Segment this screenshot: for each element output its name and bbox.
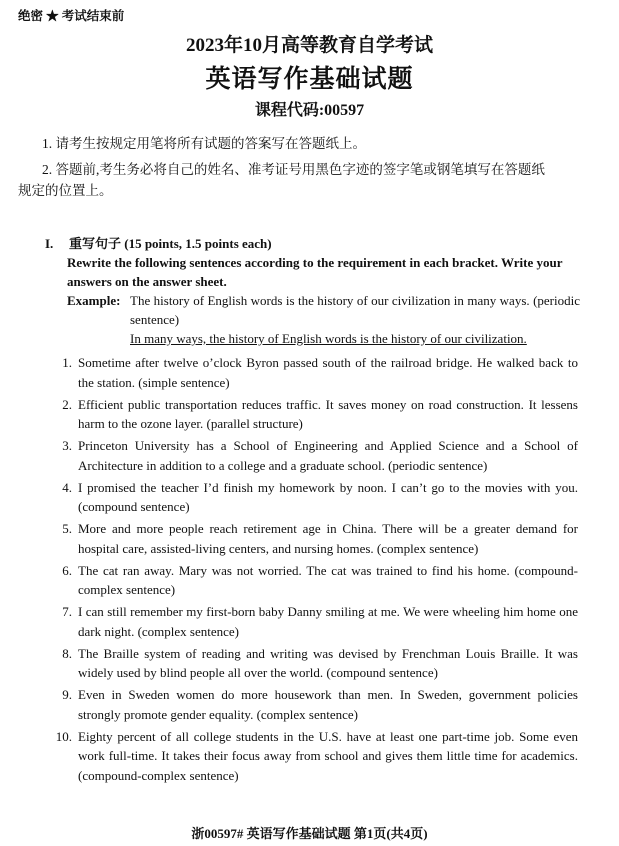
subject-title: 英语写作基础试题 <box>205 66 414 93</box>
item-text: I can still remember my first-born baby Danny smiling at me. We were wheeling him home one dark night. (complex sentence) <box>78 604 578 639</box>
list-item <box>30 727 578 786</box>
list-item <box>30 436 578 475</box>
section-heading-text: 重写句子 (15 points, 1.5 points each) <box>69 236 272 251</box>
item-text: Sometime after twelve o’clock Byron passed south of the railroad bridge. He walked back to the station. (simple sentence) <box>78 355 578 390</box>
item-text: The Braille system of reading and writing was devised by Frenchman Louis Braille. It was widely used by blind people all over the world. (compound sentence) <box>78 645 578 680</box>
example-block <box>45 291 580 348</box>
list-item <box>30 478 578 517</box>
item-number: 6. <box>62 562 72 578</box>
confidential-mark: 绝密 ★ 考试结束前 <box>18 9 125 23</box>
section-heading <box>45 234 580 253</box>
example-answer: In many ways, the history of English words is the history of our civilization. <box>130 331 527 346</box>
exam-title: 2023年10月高等教育自学考试 <box>185 35 433 56</box>
item-text: More and more people reach retirement age in China. There will be a greater demand for hospital care, assisted-living centers, and nursing homes. (complex sentence) <box>78 521 578 556</box>
item-number: 9. <box>62 687 72 702</box>
notice-1: 1. 请考生按规定用笔将所有试题的答案写在答题纸上。 <box>42 136 366 151</box>
item-text: The cat ran away. Mary was not worried. The cat was trained to find his home. (compound-complex sentence) <box>78 562 578 597</box>
course-code: 课程代码:00597 <box>254 102 365 119</box>
list-item <box>30 395 578 434</box>
item-number: 4. <box>62 479 72 495</box>
item-number: 10. <box>55 728 72 744</box>
list-item <box>30 353 578 392</box>
notice-2-continued: 规定的位置上。 <box>18 183 113 198</box>
item-number: 8. <box>62 645 72 661</box>
item-number: 7. <box>62 604 72 619</box>
list-item <box>30 685 578 724</box>
item-number: 2. <box>62 396 72 412</box>
example-body <box>130 291 580 348</box>
list-item <box>30 602 578 641</box>
list-item <box>30 644 578 683</box>
question-list <box>30 353 578 788</box>
item-text: Even in Sweden women do more housework than men. In Sweden, government policies strongly promote gender equality. (complex sentence) <box>78 687 578 722</box>
example-label: Example: <box>67 293 121 308</box>
notice-2: 2. 答题前,考生务必将自己的姓名、准考证号用黑色字迹的签字笔或钢笔填写在答题纸 <box>42 162 545 177</box>
item-text: I promised the teacher I’d finish my homework by noon. I can’t go to the movies with you. (compound sentence) <box>78 479 578 514</box>
list-item <box>30 519 578 558</box>
section-number: I. <box>45 236 54 251</box>
item-text: Efficient public transportation reduces traffic. It saves money on road construction. It lessens harm to the ozone layer. (parallel structure) <box>78 396 578 431</box>
section-rewrite <box>45 234 580 348</box>
item-text: Princeton University has a School of Engineering and Applied Science and a School of Architecture in addition to a college and a graduate school. (periodic sentence) <box>78 438 578 473</box>
example-question: The history of English words is the history of our civilization in many ways. (periodic sentence) <box>130 293 580 327</box>
item-number: 3. <box>62 438 72 453</box>
page-footer: 浙00597# 英语写作基础试题 第1页(共4页) <box>191 826 428 841</box>
item-text: Eighty percent of all college students in the U.S. have at least one part-time job. Some even work full-time. It takes their focus away from school and gives them little time for academics. (compound-complex sentence) <box>78 728 578 783</box>
item-number: 1. <box>62 355 72 370</box>
list-item <box>30 561 578 600</box>
section-instruction: Rewrite the following sentences according to the requirement in each bracket. Write your answers on the answer sheet. <box>67 255 563 289</box>
item-number: 5. <box>62 521 72 536</box>
